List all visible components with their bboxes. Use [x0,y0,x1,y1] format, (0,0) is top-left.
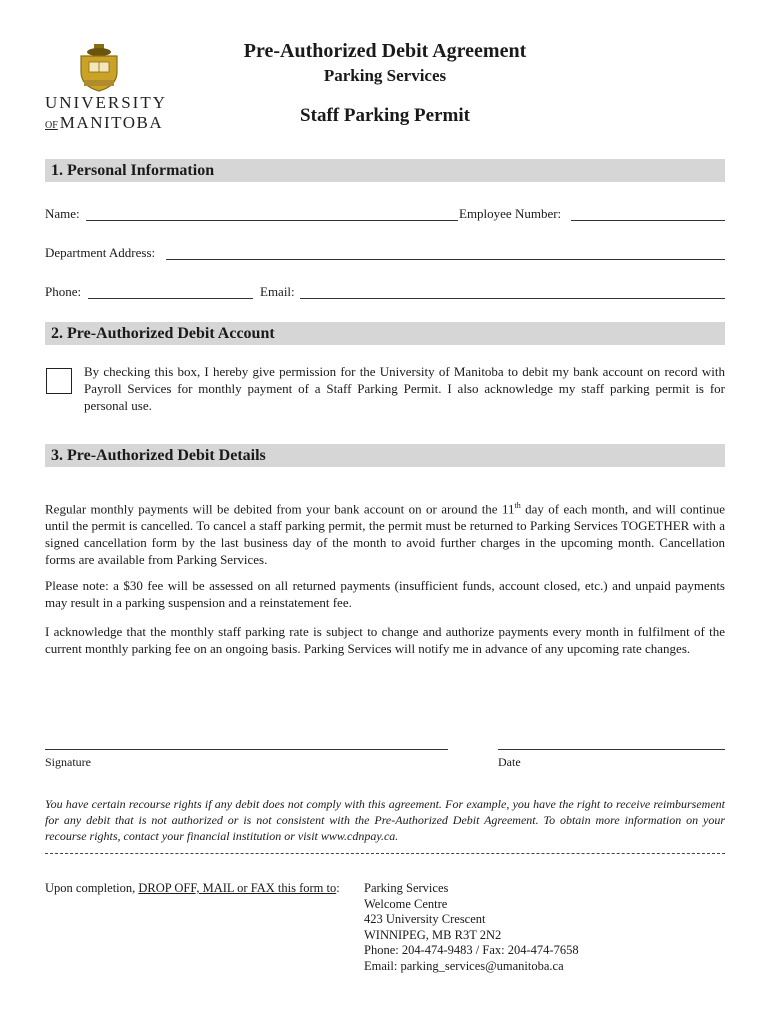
acknowledgement-paragraph: I acknowledge that the monthly staff parking rate is subject to change and authorize payments every month in fulfilment of the current monthly parking fee on an ongoing basis. Parking Services will notify me in advance of any upcoming rate changes. [45,624,725,656]
phone-field[interactable] [88,298,253,299]
ordinal-suffix: th [514,501,521,510]
completion-prefix: Upon completion, [45,881,139,895]
address-line: Welcome Centre [364,896,448,911]
completion-instruction [45,881,340,897]
address-line: 423 University Crescent [364,912,486,926]
employee-number-label: Employee Number: [459,206,562,221]
address-line: Parking Services [364,881,449,895]
date-field[interactable] [498,749,725,750]
document-title: Pre-Authorized Debit Agreement [243,40,527,62]
address-line: WINNIPEG, MB R3T 2N2 [364,927,502,942]
payment-schedule-text-b: day of each month, and will continue until the permit is cancelled. To cancel a staff parking permit, the permit must be returned to Parking Services TOGETHER with a signed cancellation form by the last business day of the month to avoid further charges in the upcoming month. Cancellation forms are available from Parking Services. [45,501,726,568]
email-field[interactable] [300,298,725,299]
form-title: Staff Parking Permit [300,105,470,126]
logo-of: OF [45,120,58,131]
logo-university: UNIVERSITY [45,93,167,112]
department-address-field[interactable] [166,259,725,260]
logo-manitoba [45,113,163,133]
logo-manitoba-text: MANITOBA [59,113,164,132]
completion-suffix: : [336,881,340,895]
recourse-rights-text: You have certain recourse rights if any debit does not comply with this agreement. For example, you have the right to receive reimbursement for any debit that is not authorized or is not consistent with the Pre-Authorized Debit Agreement. To obtain more information on your recourse rights, contact your financial institution or visit www.cdnpay.ca. [45,797,725,843]
name-label: Name: [45,206,80,221]
cut-line-divider [45,853,725,854]
section-pre-authorized-debit-account: 2. Pre-Authorized Debit Account [45,322,725,345]
mailing-address [364,881,579,974]
fee-notice-paragraph: Please note: a $30 fee will be assessed on all returned payments (insufficient funds, account closed, etc.) and unpaid payments may result in a parking suspension and a reinstatement fee. [45,578,725,610]
section-personal-information: 1. Personal Information [45,159,725,182]
consent-checkbox[interactable] [46,368,72,394]
signature-label: Signature [45,755,91,769]
department-address-label: Department Address: [45,245,156,260]
name-field[interactable] [86,220,458,221]
address-email-line[interactable]: Email: parking_services@umanitoba.ca [364,958,564,973]
completion-underlined: DROP OFF, MAIL or FAX this form to [138,881,337,895]
email-label: Email: [260,284,295,299]
address-line: Phone: 204-474-9483 / Fax: 204-474-7658 [364,943,579,957]
phone-label: Phone: [45,284,82,299]
consent-text: By checking this box, I hereby give permission for the University of Manitoba to debit my bank account on record with Payroll Services for monthly payment of a Staff Parking Permit. I also acknowledge my staff parking permit is for personal use. [84,364,725,413]
document-subtitle: Parking Services [323,66,447,85]
employee-number-field[interactable] [571,220,725,221]
section-pre-authorized-debit-details: 3. Pre-Authorized Debit Details [45,444,725,467]
signature-field[interactable] [45,749,448,750]
payment-schedule-text-a: Regular monthly payments will be debited from your bank account on or around the 11 [45,501,515,517]
payment-schedule-paragraph [45,497,725,568]
crest-icon [74,42,124,92]
date-label: Date [498,755,521,769]
